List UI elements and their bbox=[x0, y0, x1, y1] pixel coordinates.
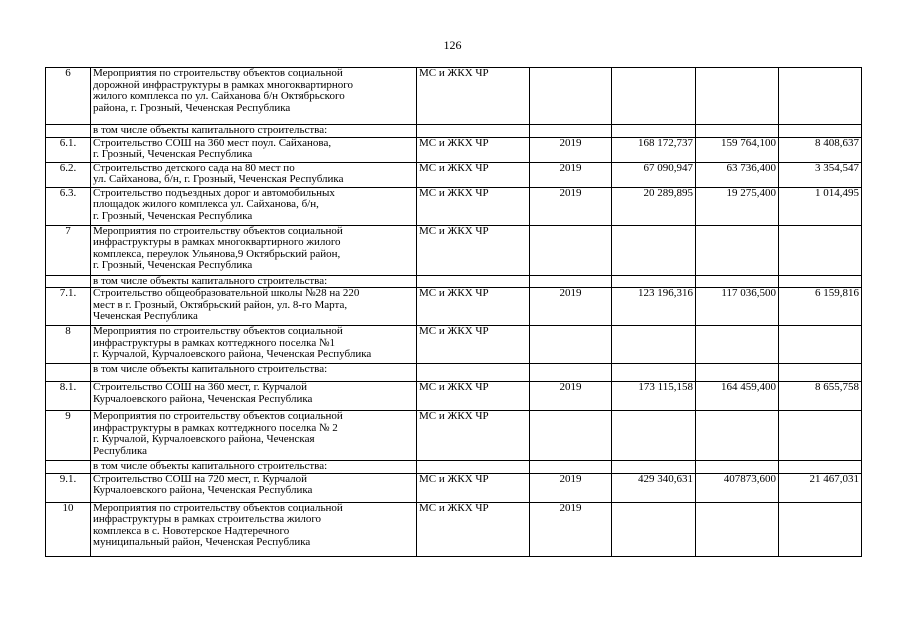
row-total bbox=[612, 502, 696, 556]
row-executor: МС и ЖКХ ЧР bbox=[417, 382, 530, 411]
row-value-2 bbox=[779, 364, 862, 382]
row-year bbox=[530, 125, 612, 138]
row-year bbox=[530, 326, 612, 364]
row-value-1 bbox=[696, 461, 779, 474]
row-name: Строительство СОШ на 360 мест, г. Курчалой Курчалоевского района, Чеченская Республика bbox=[91, 382, 417, 411]
row-executor bbox=[417, 125, 530, 138]
row-value-1 bbox=[696, 326, 779, 364]
row-number: 9 bbox=[46, 411, 91, 461]
row-total bbox=[612, 225, 696, 275]
row-total: 173 115,158 bbox=[612, 382, 696, 411]
row-executor bbox=[417, 364, 530, 382]
row-total bbox=[612, 125, 696, 138]
row-total bbox=[612, 364, 696, 382]
table-row bbox=[46, 275, 862, 288]
row-year: 2019 bbox=[530, 137, 612, 162]
row-number: 7 bbox=[46, 225, 91, 275]
row-total: 123 196,316 bbox=[612, 288, 696, 326]
row-value-1 bbox=[696, 225, 779, 275]
row-executor bbox=[417, 275, 530, 288]
row-value-1 bbox=[696, 411, 779, 461]
row-number: 8.1. bbox=[46, 382, 91, 411]
row-year bbox=[530, 364, 612, 382]
table-row bbox=[46, 364, 862, 382]
row-number: 6.1. bbox=[46, 137, 91, 162]
row-value-2: 8 655,758 bbox=[779, 382, 862, 411]
table-row bbox=[46, 473, 862, 502]
row-executor: МС и ЖКХ ЧР bbox=[417, 187, 530, 225]
row-value-1: 19 275,400 bbox=[696, 187, 779, 225]
row-total: 168 172,737 bbox=[612, 137, 696, 162]
row-number: 6.2. bbox=[46, 162, 91, 187]
row-value-1 bbox=[696, 68, 779, 125]
row-year bbox=[530, 225, 612, 275]
row-number bbox=[46, 275, 91, 288]
row-number: 8 bbox=[46, 326, 91, 364]
row-year bbox=[530, 461, 612, 474]
row-year: 2019 bbox=[530, 288, 612, 326]
row-value-2 bbox=[779, 275, 862, 288]
row-name: Строительство детского сада на 80 мест по ул. Сайханова, б/н, г. Грозный, Чеченская Республика bbox=[91, 162, 417, 187]
row-name: Строительство общеобразовательной школы №28 на 220 мест в г. Грозный, Октябрьский район, ул. 8-го Марта, Чеченская Республика bbox=[91, 288, 417, 326]
table-row bbox=[46, 187, 862, 225]
row-year: 2019 bbox=[530, 502, 612, 556]
row-value-2 bbox=[779, 326, 862, 364]
row-executor bbox=[417, 461, 530, 474]
row-total: 20 289,895 bbox=[612, 187, 696, 225]
row-year: 2019 bbox=[530, 382, 612, 411]
row-value-1: 63 736,400 bbox=[696, 162, 779, 187]
table-row bbox=[46, 288, 862, 326]
row-value-2 bbox=[779, 125, 862, 138]
row-number: 7.1. bbox=[46, 288, 91, 326]
row-name: Мероприятия по строительству объектов социальной инфраструктуры в рамках строительства жилого комплекса в с. Новотерское Надтеречного муниципальный район, Чеченская Республика bbox=[91, 502, 417, 556]
row-total bbox=[612, 411, 696, 461]
row-value-2: 8 408,637 bbox=[779, 137, 862, 162]
row-year bbox=[530, 275, 612, 288]
row-name: в том числе объекты капитального строительства: bbox=[91, 461, 417, 474]
row-executor: МС и ЖКХ ЧР bbox=[417, 162, 530, 187]
row-value-1: 164 459,400 bbox=[696, 382, 779, 411]
row-value-2 bbox=[779, 502, 862, 556]
row-value-2 bbox=[779, 68, 862, 125]
row-name: Мероприятия по строительству объектов социальной инфраструктуры в рамках коттеджного поселка № 2 г. Курчалой, Курчалоевского района, Чеченская Республика bbox=[91, 411, 417, 461]
row-number: 6.3. bbox=[46, 187, 91, 225]
row-value-2: 21 467,031 bbox=[779, 473, 862, 502]
row-name: в том числе объекты капитального строительства: bbox=[91, 125, 417, 138]
row-number: 10 bbox=[46, 502, 91, 556]
row-year bbox=[530, 68, 612, 125]
row-executor: МС и ЖКХ ЧР bbox=[417, 137, 530, 162]
row-value-2 bbox=[779, 225, 862, 275]
table-row bbox=[46, 225, 862, 275]
row-executor: МС и ЖКХ ЧР bbox=[417, 326, 530, 364]
row-name: Строительство СОШ на 720 мест, г. Курчалой Курчалоевского района, Чеченская Республика bbox=[91, 473, 417, 502]
row-value-1: 117 036,500 bbox=[696, 288, 779, 326]
row-year: 2019 bbox=[530, 187, 612, 225]
row-value-2: 6 159,816 bbox=[779, 288, 862, 326]
table-row bbox=[46, 411, 862, 461]
table-row bbox=[46, 125, 862, 138]
row-year: 2019 bbox=[530, 473, 612, 502]
row-value-1 bbox=[696, 125, 779, 138]
row-value-2: 1 014,495 bbox=[779, 187, 862, 225]
row-value-2 bbox=[779, 411, 862, 461]
row-name: Мероприятия по строительству объектов социальной дорожной инфраструктуры в рамках многоквартирного жилого комплекса по ул. Сайханова б/н Октябрьского района, г. Грозный, Чеченская Республика bbox=[91, 68, 417, 125]
row-year: 2019 bbox=[530, 162, 612, 187]
row-value-2 bbox=[779, 461, 862, 474]
table-row bbox=[46, 162, 862, 187]
row-year bbox=[530, 411, 612, 461]
row-executor: МС и ЖКХ ЧР bbox=[417, 411, 530, 461]
page-number: 126 bbox=[443, 38, 462, 52]
row-total bbox=[612, 326, 696, 364]
row-number bbox=[46, 125, 91, 138]
row-name: в том числе объекты капитального строительства: bbox=[91, 364, 417, 382]
row-total bbox=[612, 275, 696, 288]
row-total bbox=[612, 461, 696, 474]
program-table bbox=[45, 67, 862, 557]
row-value-1 bbox=[696, 502, 779, 556]
row-executor: МС и ЖКХ ЧР bbox=[417, 68, 530, 125]
row-total: 67 090,947 bbox=[612, 162, 696, 187]
row-value-1: 407873,600 bbox=[696, 473, 779, 502]
row-number bbox=[46, 364, 91, 382]
table-row bbox=[46, 502, 862, 556]
table-row bbox=[46, 382, 862, 411]
row-name: Строительство СОШ на 360 мест поул. Сайханова, г. Грозный, Чеченская Республика bbox=[91, 137, 417, 162]
table-row bbox=[46, 461, 862, 474]
row-name: в том числе объекты капитального строительства: bbox=[91, 275, 417, 288]
row-name: Мероприятия по строительству объектов социальной инфраструктуры в рамках коттеджного поселка №1 г. Курчалой, Курчалоевского района, Чеченская Республика bbox=[91, 326, 417, 364]
row-total bbox=[612, 68, 696, 125]
row-number: 6 bbox=[46, 68, 91, 125]
row-total: 429 340,631 bbox=[612, 473, 696, 502]
row-name: Строительство подъездных дорог и автомобильных площадок жилого комплекса ул. Сайханова, б/н, г. Грозный, Чеченская Республика bbox=[91, 187, 417, 225]
row-executor: МС и ЖКХ ЧР bbox=[417, 502, 530, 556]
row-value-1 bbox=[696, 275, 779, 288]
row-value-1: 159 764,100 bbox=[696, 137, 779, 162]
row-name: Мероприятия по строительству объектов социальной инфраструктуры в рамках многоквартирного жилого комплекса, переулок Ульянова,9 Октябрьский район, г. Грозный, Чеченская Республика bbox=[91, 225, 417, 275]
row-executor: МС и ЖКХ ЧР bbox=[417, 288, 530, 326]
row-number: 9.1. bbox=[46, 473, 91, 502]
row-executor: МС и ЖКХ ЧР bbox=[417, 225, 530, 275]
row-executor: МС и ЖКХ ЧР bbox=[417, 473, 530, 502]
table-row bbox=[46, 137, 862, 162]
row-number bbox=[46, 461, 91, 474]
row-value-1 bbox=[696, 364, 779, 382]
row-value-2: 3 354,547 bbox=[779, 162, 862, 187]
table-row bbox=[46, 326, 862, 364]
table-row bbox=[46, 68, 862, 125]
